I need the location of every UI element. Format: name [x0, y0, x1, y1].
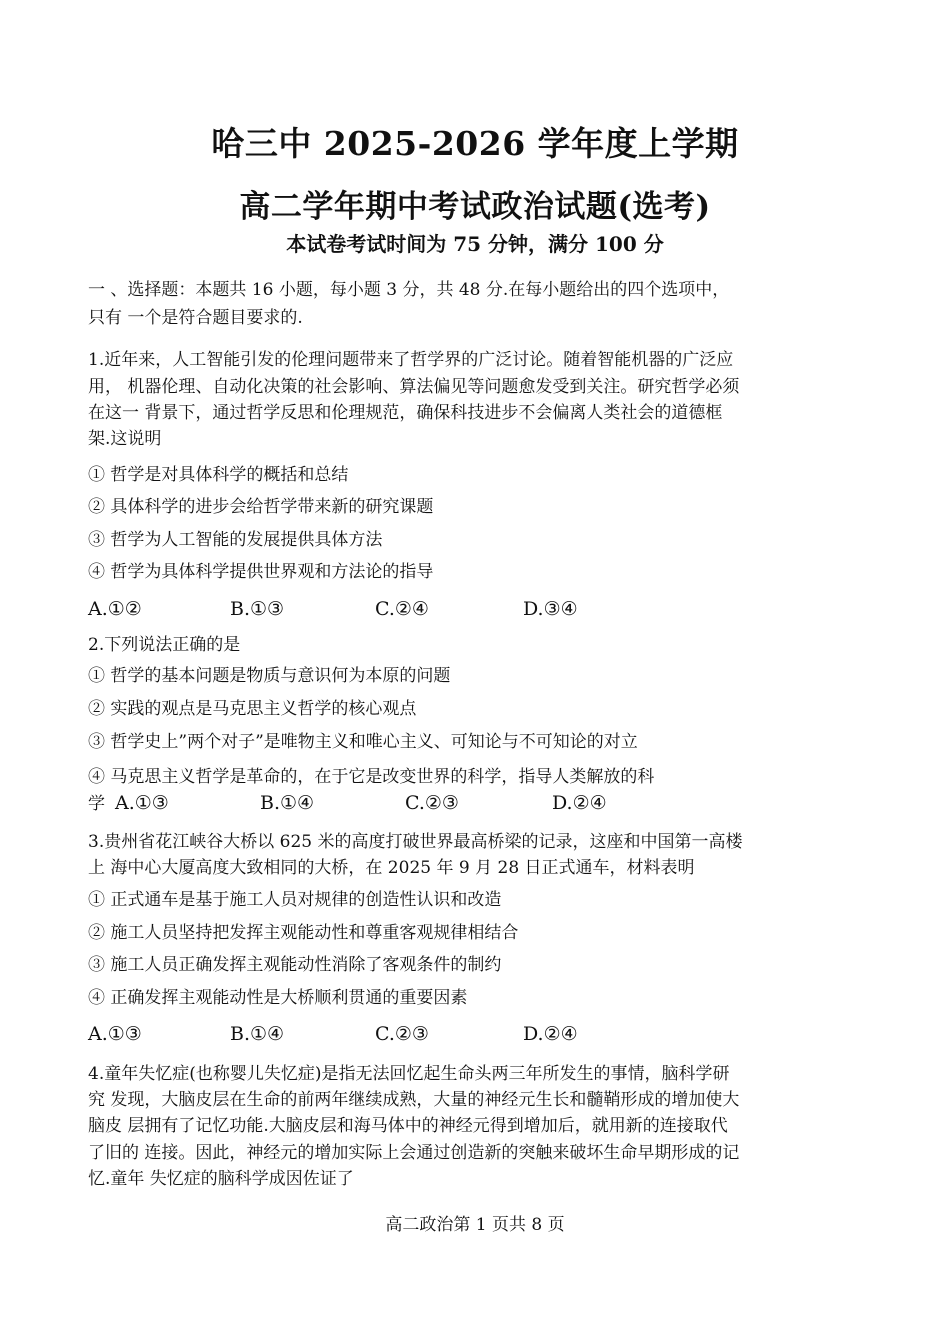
- q3-statement-1: ① 正式通车是基于施工人员对规律的创造性认识和改造: [88, 890, 502, 910]
- q2-statement-2: ② 实践的观点是马克思主义哲学的核心观点: [88, 699, 417, 719]
- q2-statement-4: ④ 马克思主义哲学是革命的，在于它是改变世界的科学，指导人类解放的科: [88, 767, 655, 787]
- exam-title-line1: 哈三中 2025-2026 学年度上学期: [211, 124, 739, 163]
- q2-statement-1: ① 哲学的基本问题是物质与意识何为本原的问题: [88, 666, 451, 686]
- q2-option-c: C.②③: [405, 792, 459, 814]
- q4-stem-line: 4.童年失忆症(也称婴儿失忆症)是指无法回忆起生命头两三年所发生的事情，脑科学研: [88, 1064, 730, 1084]
- q3-option-a: A.①③: [88, 1023, 142, 1045]
- q3-option-b: B.①④: [230, 1023, 285, 1045]
- q2-option-a: A.①③: [115, 792, 169, 814]
- section-instruction-line1: 一 、选择题：本题共 16 小题，每小题 3 分，共 48 分.在每小题给出的四个选项中，: [88, 280, 730, 300]
- q4-stem-line: 忆.童年 失忆症的脑科学成因佐证了: [88, 1169, 354, 1189]
- q1-option-a: A.①②: [88, 598, 142, 620]
- q1-stem-line: 1.近年来，人工智能引发的伦理问题带来了哲学界的广泛讨论。随着智能机器的广泛应: [88, 350, 734, 370]
- q3-statement-2: ② 施工人员坚持把发挥主观能动性和尊重客观规律相结合: [88, 923, 519, 943]
- q1-statement-4: ④ 哲学为具体科学提供世界观和方法论的指导: [88, 562, 434, 582]
- q3-stem-line: 上 海中心大厦高度大致相同的大桥，在 2025 年 9 月 28 日正式通车，材料表明: [88, 858, 695, 878]
- exam-title-line2: 高二学年期中考试政治试题(选考): [239, 189, 711, 225]
- q4-stem-line: 了旧的 连接。因此，神经元的增加实际上会通过创造新的突触来破坏生命早期形成的记: [88, 1143, 740, 1163]
- q3-statement-3: ③ 施工人员正确发挥主观能动性消除了客观条件的制约: [88, 955, 502, 975]
- q3-option-c: C.②③: [375, 1023, 429, 1045]
- q1-statement-1: ① 哲学是对具体科学的概括和总结: [88, 465, 349, 485]
- section-instruction-line2: 只有 一个是符合题目要求的.: [88, 308, 303, 328]
- q2-option-d: D.②④: [552, 792, 607, 814]
- q4-stem-line: 脑皮 层拥有了记忆功能.大脑皮层和海马体中的神经元得到增加后，就用新的连接取代: [88, 1116, 728, 1136]
- q1-option-c: C.②④: [375, 598, 429, 620]
- q1-statement-3: ③ 哲学为人工智能的发展提供具体方法: [88, 530, 383, 550]
- q1-stem-line: 用， 机器伦理、自动化决策的社会影响、算法偏见等问题愈发受到关注。研究哲学必须: [88, 377, 740, 397]
- q1-stem-line: 在这一 背景下，通过哲学反思和伦理规范，确保科技进步不会偏离人类社会的道德框: [88, 403, 723, 423]
- q2-stem-line: 2.下列说法正确的是: [88, 635, 241, 655]
- q1-option-d: D.③④: [523, 598, 578, 620]
- q3-option-d: D.②④: [523, 1023, 578, 1045]
- q1-option-b: B.①③: [230, 598, 285, 620]
- page-footer: 高二政治第 1 页共 8 页: [385, 1215, 565, 1235]
- q1-statement-2: ② 具体科学的进步会给哲学带来新的研究课题: [88, 497, 434, 517]
- q4-stem-line: 究 发现，大脑皮层在生命的前两年继续成熟，大量的神经元生长和髓鞘形成的增加使大: [88, 1090, 740, 1110]
- q2-option-b: B.①④: [260, 792, 315, 814]
- exam-subtitle: 本试卷考试时间为 75 分钟，满分 100 分: [286, 232, 664, 256]
- q3-statement-4: ④ 正确发挥主观能动性是大桥顺利贯通的重要因素: [88, 988, 468, 1008]
- q1-stem-line: 架.这说明: [88, 429, 162, 449]
- q2-statement-3: ③ 哲学史上”两个对子”是唯物主义和唯心主义、可知论与不可知论的对立: [88, 732, 638, 752]
- q2-statement-4-tail: 学: [88, 794, 105, 814]
- q3-stem-line: 3.贵州省花江峡谷大桥以 625 米的高度打破世界最高桥梁的记录，这座和中国第一高楼: [88, 832, 743, 852]
